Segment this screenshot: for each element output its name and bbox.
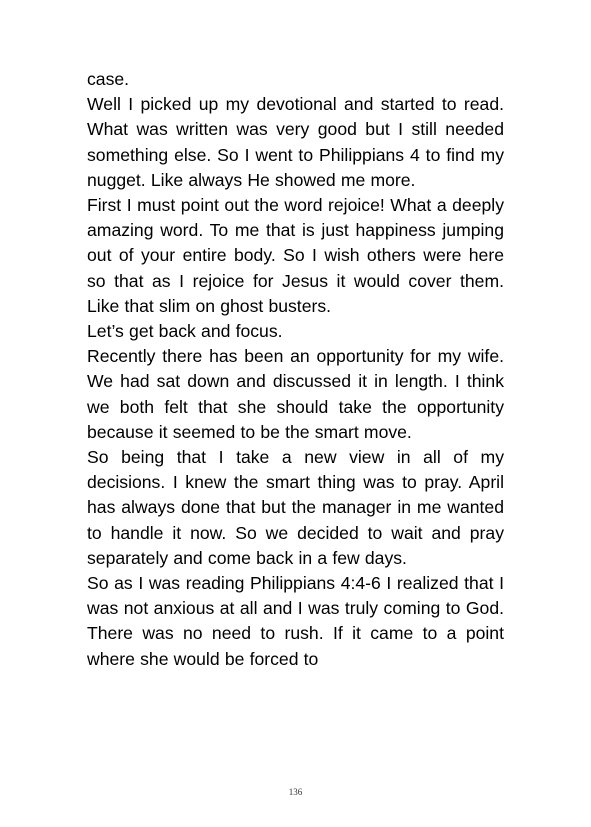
- paragraph-opportunity: Recently there has been an opportunity for my wife. We had sat down and discussed it in length. I think we both felt that she should take the opportunity because it seemed to be the smart move.: [87, 346, 504, 442]
- page-number: 136: [288, 787, 303, 797]
- paragraph-rejoice: First I must point out the word rejoice! What a deeply amazing word. To me that is just happiness jumping out of your entire body. So I wish others were here so that as I rejoice for Jesus it would cover them. Like that slim on ghost busters.: [87, 195, 504, 316]
- paragraph-devotional: Well I picked up my devotional and started to read. What was written was very good but I still needed something else. So I went to Philippians 4 to find my nugget. Like always He showed me more.: [87, 94, 504, 190]
- paragraph-decisions: So being that I take a new view in all of my decisions. I knew the smart thing was to pray. April has always done that but the manager in me wanted to handle it now. So we decided to wait and pray separately and come back in a few days.: [87, 447, 504, 568]
- paragraph-continuation: case.: [87, 69, 130, 89]
- paragraph-focus: Let’s get back and focus.: [87, 321, 283, 342]
- body-text: [87, 67, 504, 672]
- paragraph-philippians: So as I was reading Philippians 4:4-6 I realized that I was not anxious at all and I was truly coming to God. There was no need to rush. If it came to a point where she would be forced to: [87, 573, 504, 669]
